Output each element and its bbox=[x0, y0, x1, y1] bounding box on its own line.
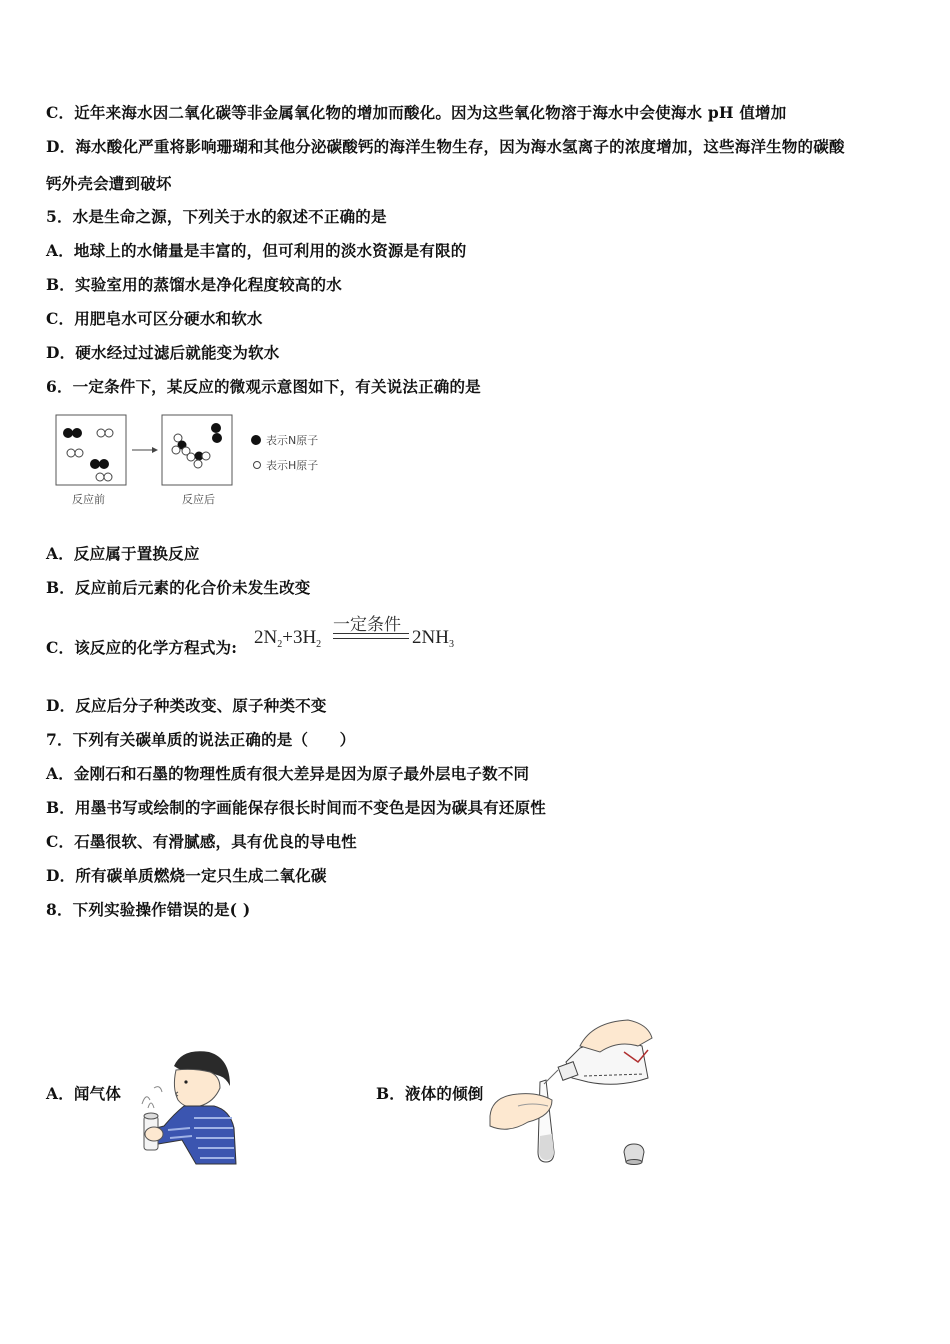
q6-stem: 6．一定条件下，某反应的微观示意图如下，有关说法正确的是 bbox=[46, 377, 481, 396]
q7-option-c: C．石墨很软、有滑腻感，具有优良的导电性 bbox=[46, 832, 357, 851]
legend-h-atom-icon bbox=[254, 462, 261, 469]
reaction-micro-diagram bbox=[54, 412, 344, 510]
legend-n-text: 表示N原子 bbox=[266, 434, 319, 447]
q6-option-a: A．反应属于置换反应 bbox=[46, 544, 200, 563]
equation-product: $2NH_3$ bbox=[412, 627, 454, 650]
q4-option-c: C．近年来海水因二氧化碳等非金属氧化物的增加而酸化。因为这些氧化物溶于海水中会使海水 pH 值增加 bbox=[46, 103, 787, 122]
before-label: 反应前 bbox=[72, 493, 105, 506]
q5-option-b: B．实验室用的蒸馏水是净化程度较高的水 bbox=[46, 275, 342, 294]
after-molecules bbox=[172, 423, 222, 468]
q5-option-d: D．硬水经过过滤后就能变为软水 bbox=[46, 343, 280, 362]
q5-option-c: C．用肥皂水可区分硬水和软水 bbox=[46, 309, 263, 328]
q8-option-b: B．液体的倾倒 bbox=[376, 1084, 484, 1103]
q6-option-d: D．反应后分子种类改变、原子种类不变 bbox=[46, 696, 327, 715]
q4-option-d-line1: D．海水酸化严重将影响珊瑚和其他分泌碳酸钙的海洋生物生存，因为海水氢离子的浓度增加，这些海洋生物的碳酸 bbox=[46, 137, 845, 156]
equation-reactants: $2N_2+3H_2$ bbox=[254, 627, 322, 650]
q4-option-d-line2: 钙外壳会遭到破坏 bbox=[46, 174, 172, 193]
before-molecules bbox=[63, 428, 113, 481]
q7-option-a: A．金刚石和石墨的物理性质有很大差异是因为原子最外层电子数不同 bbox=[46, 764, 530, 783]
q7-option-b: B．用墨书写或绘制的字画能保存很长时间而不变色是因为碳具有还原性 bbox=[46, 798, 547, 817]
q7-option-d: D．所有碳单质燃烧一定只生成二氧化碳 bbox=[46, 866, 327, 885]
legend-n-atom-icon bbox=[251, 435, 261, 445]
q5-option-a: A．地球上的水储量是丰富的，但可利用的淡水资源是有限的 bbox=[46, 241, 467, 260]
q5-stem: 5．水是生命之源，下列关于水的叙述不正确的是 bbox=[46, 207, 387, 226]
equation-equals-sign bbox=[333, 633, 409, 639]
after-label: 反应后 bbox=[182, 493, 215, 506]
q8-stem: 8．下列实验操作错误的是( ) bbox=[46, 900, 251, 919]
smelling-gas-illustration bbox=[134, 1048, 238, 1166]
legend-h-text: 表示H原子 bbox=[266, 459, 319, 472]
equation-condition: 一定条件 bbox=[333, 615, 401, 635]
before-box bbox=[56, 415, 126, 485]
q6-option-c-prefix: C．该反应的化学方程式为: bbox=[46, 638, 238, 657]
q8-option-a: A．闻气体 bbox=[46, 1084, 122, 1103]
q6-option-b: B．反应前后元素的化合价未发生改变 bbox=[46, 578, 311, 597]
liquid-pouring-illustration bbox=[488, 1016, 660, 1168]
q7-stem: 7．下列有关碳单质的说法正确的是（ ） bbox=[46, 730, 356, 749]
